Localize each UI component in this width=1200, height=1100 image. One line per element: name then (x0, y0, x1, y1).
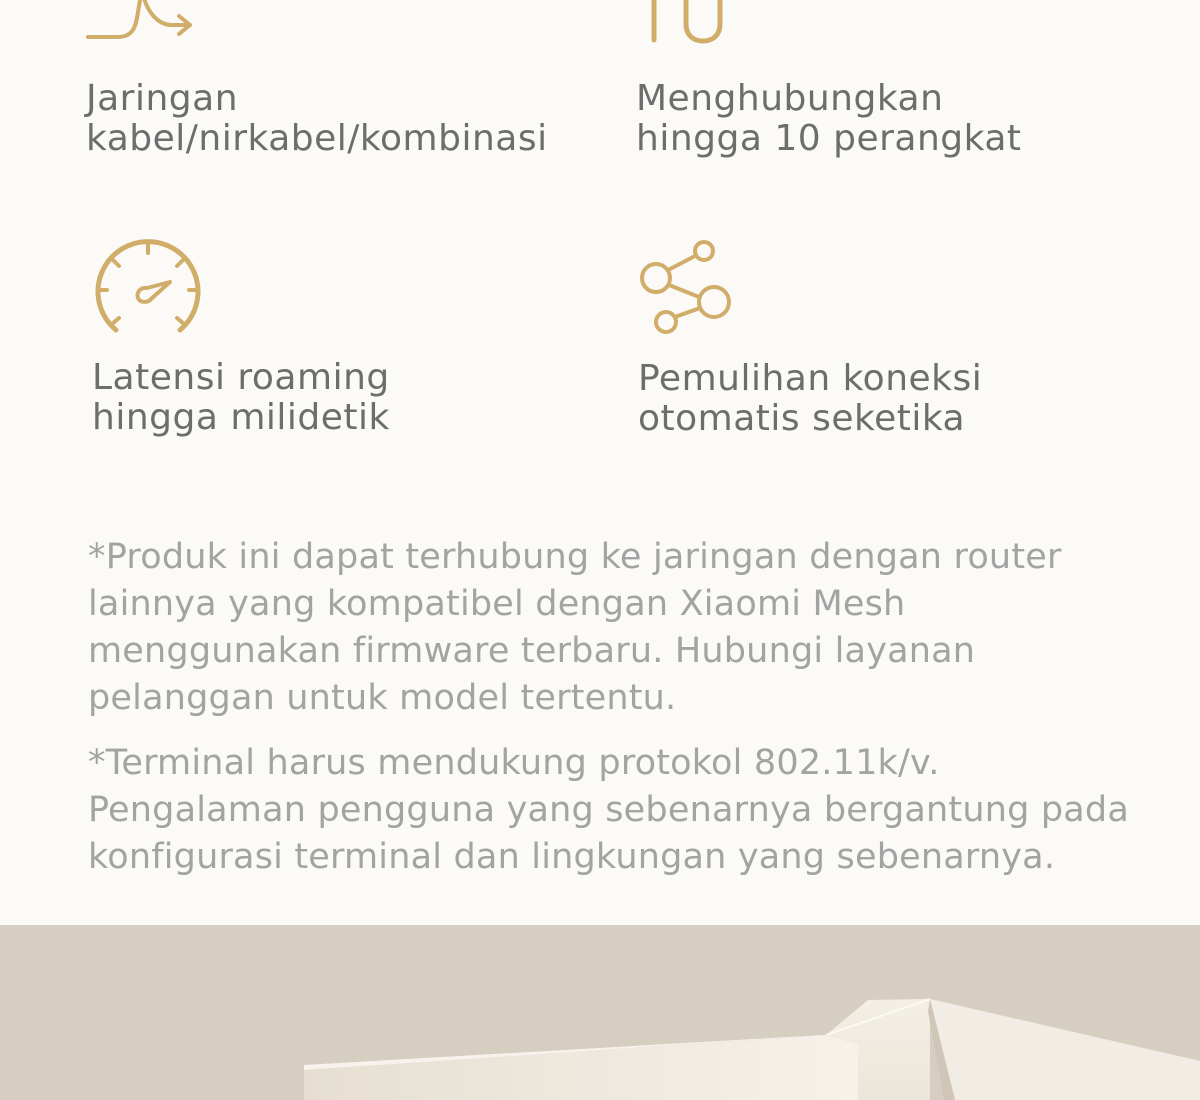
feature-label (636, 79, 1022, 159)
footnote-terminal-protocol: *Terminal harus mendukung protokol 802.11k/v. Pengalaman pengguna yang sebenarnya bergantung pada konfigurasi terminal dan lingkungan yang sebenarnya. (88, 743, 1129, 877)
feature-label (638, 359, 982, 439)
feature-label-line-1: Latensi roaming (92, 357, 390, 398)
share-nodes-icon (638, 238, 738, 338)
feature-label-line-2: kabel/nirkabel/kombinasi (86, 118, 548, 159)
feature-label-line-2: hingga 10 perangkat (636, 118, 1022, 159)
feature-label-line-2: otomatis seketika (638, 398, 966, 439)
feature-label-line-1: Menghubungkan (636, 78, 944, 119)
speedometer-icon (92, 238, 204, 338)
feature-auto-recovery (638, 238, 1158, 448)
product-image-banner (0, 925, 1200, 1100)
footnote-compatibility: *Produk ini dapat terhubung ke jaringan dengan router lainnya yang kompatibel dengan Xiaomi Mesh menggunakan firmware terbaru. Hubungi layanan pelanggan untuk model tertentu. (88, 537, 1062, 718)
footnotes (88, 534, 1168, 881)
router-product-image (0, 925, 1200, 1100)
feature-wired-wireless (86, 0, 606, 170)
feature-label-line-1: Pemulihan koneksi (638, 358, 983, 399)
feature-label (92, 358, 390, 438)
feature-label-line-2: hingga milidetik (92, 397, 390, 438)
feature-label (86, 79, 548, 159)
number-10-icon (636, 0, 736, 44)
feature-roaming-latency (92, 238, 612, 448)
wired-wireless-combo-icon (86, 0, 206, 50)
feature-label-line-1: Jaringan (86, 78, 239, 119)
feature-ten-devices (636, 0, 1156, 170)
